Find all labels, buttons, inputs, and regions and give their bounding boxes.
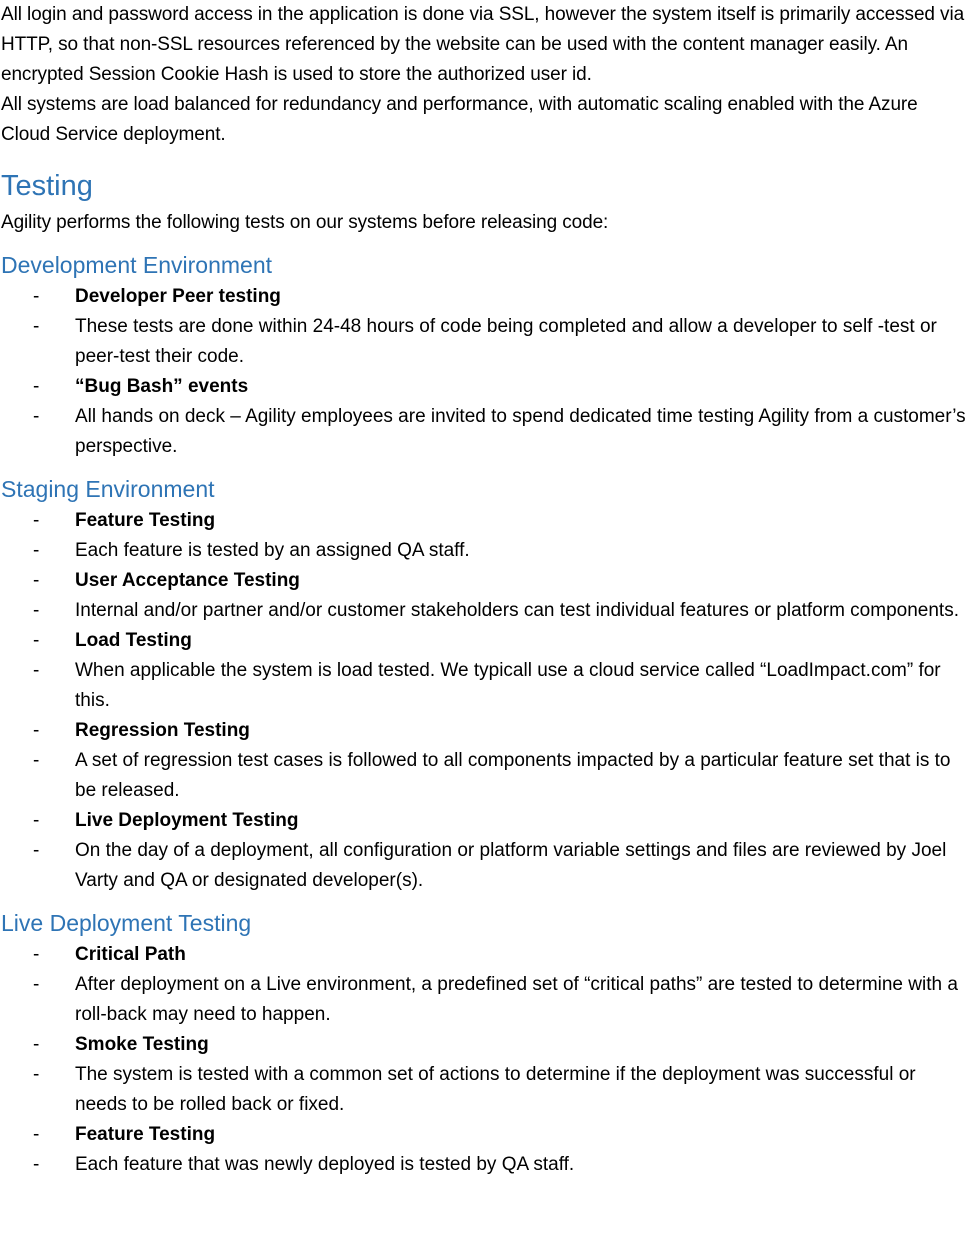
list-item	[1, 1120, 971, 1150]
test-title: Feature Testing	[75, 510, 216, 531]
test-description: All hands on deck – Agility employees are invited to spend dedicated time testing Agility from a customer’s perspective.	[75, 406, 966, 457]
dev-env-list	[1, 282, 971, 462]
test-title: Live Deployment Testing	[75, 810, 299, 831]
list-item	[1, 970, 971, 1030]
load-balance-paragraph: All systems are load balanced for redundancy and performance, with automatic scaling enabled with the Azure Cloud Service deployment.	[1, 94, 918, 145]
dash-bullet: -	[33, 316, 40, 337]
staging-env-list	[1, 506, 971, 896]
test-title: Smoke Testing	[75, 1034, 209, 1055]
list-item	[1, 656, 971, 716]
dash-bullet: -	[33, 810, 40, 831]
dash-bullet: -	[33, 1034, 40, 1055]
test-description: On the day of a deployment, all configuration or platform variable settings and files are reviewed by Joel Varty and QA or designated developer(s).	[75, 840, 947, 891]
list-item	[1, 596, 971, 626]
dash-bullet: -	[33, 840, 40, 861]
dash-bullet: -	[33, 600, 40, 621]
staging-env-heading: Staging Environment	[1, 476, 215, 502]
list-item	[1, 716, 971, 746]
testing-intro: Agility performs the following tests on our systems before releasing code:	[1, 212, 609, 233]
test-title: Regression Testing	[75, 720, 250, 741]
dash-bullet: -	[33, 944, 40, 965]
dash-bullet: -	[33, 750, 40, 771]
list-item	[1, 806, 971, 836]
list-item	[1, 746, 971, 806]
dev-env-heading: Development Environment	[1, 252, 273, 278]
test-description: Internal and/or partner and/or customer stakeholders can test individual features or platform components.	[75, 600, 959, 621]
list-item	[1, 506, 971, 536]
dash-bullet: -	[33, 286, 40, 307]
test-title: Load Testing	[75, 630, 192, 651]
dash-bullet: -	[33, 720, 40, 741]
test-description: These tests are done within 24-48 hours of code being completed and allow a developer to self -test or peer-test their code.	[75, 316, 937, 367]
test-title: Critical Path	[75, 944, 186, 965]
testing-heading: Testing	[1, 170, 93, 202]
dash-bullet: -	[33, 376, 40, 397]
test-title: “Bug Bash” events	[75, 376, 249, 397]
list-item	[1, 836, 971, 896]
live-deployment-heading: Live Deployment Testing	[1, 910, 252, 936]
list-item	[1, 282, 971, 312]
list-item	[1, 536, 971, 566]
test-description: A set of regression test cases is followed to all components impacted by a particular feature set that is to be released.	[75, 750, 951, 801]
test-description: Each feature is tested by an assigned QA staff.	[75, 540, 470, 561]
dash-bullet: -	[33, 1064, 40, 1085]
test-title: User Acceptance Testing	[75, 570, 300, 591]
list-item	[1, 1030, 971, 1060]
dash-bullet: -	[33, 570, 40, 591]
dash-bullet: -	[33, 540, 40, 561]
test-description: After deployment on a Live environment, a predefined set of “critical paths” are tested to determine with a roll-back may need to happen.	[75, 974, 958, 1025]
list-item	[1, 312, 971, 372]
list-item	[1, 566, 971, 596]
list-item	[1, 626, 971, 656]
test-title: Feature Testing	[75, 1124, 216, 1145]
test-description: The system is tested with a common set of actions to determine if the deployment was successful or needs to be rolled back or fixed.	[75, 1064, 916, 1115]
live-deployment-list	[1, 940, 971, 1180]
test-description: Each feature that was newly deployed is tested by QA staff.	[75, 1154, 575, 1175]
ssl-paragraph: All login and password access in the application is done via SSL, however the system itself is primarily accessed via HTTP, so that non-SSL resources referenced by the website can be used with the content manager easily. An encrypted Session Cookie Hash is used to store the authorized user id.	[1, 4, 965, 85]
list-item	[1, 372, 971, 402]
test-title: Developer Peer testing	[75, 286, 281, 307]
dash-bullet: -	[33, 630, 40, 651]
dash-bullet: -	[33, 1124, 40, 1145]
list-item	[1, 402, 971, 462]
list-item	[1, 1060, 971, 1120]
dash-bullet: -	[33, 1154, 40, 1175]
dash-bullet: -	[33, 406, 40, 427]
list-item	[1, 940, 971, 970]
dash-bullet: -	[33, 974, 40, 995]
test-description: When applicable the system is load tested. We typicall use a cloud service called “LoadImpact.com” for this.	[75, 660, 941, 711]
list-item	[1, 1150, 971, 1180]
dash-bullet: -	[33, 510, 40, 531]
dash-bullet: -	[33, 660, 40, 681]
